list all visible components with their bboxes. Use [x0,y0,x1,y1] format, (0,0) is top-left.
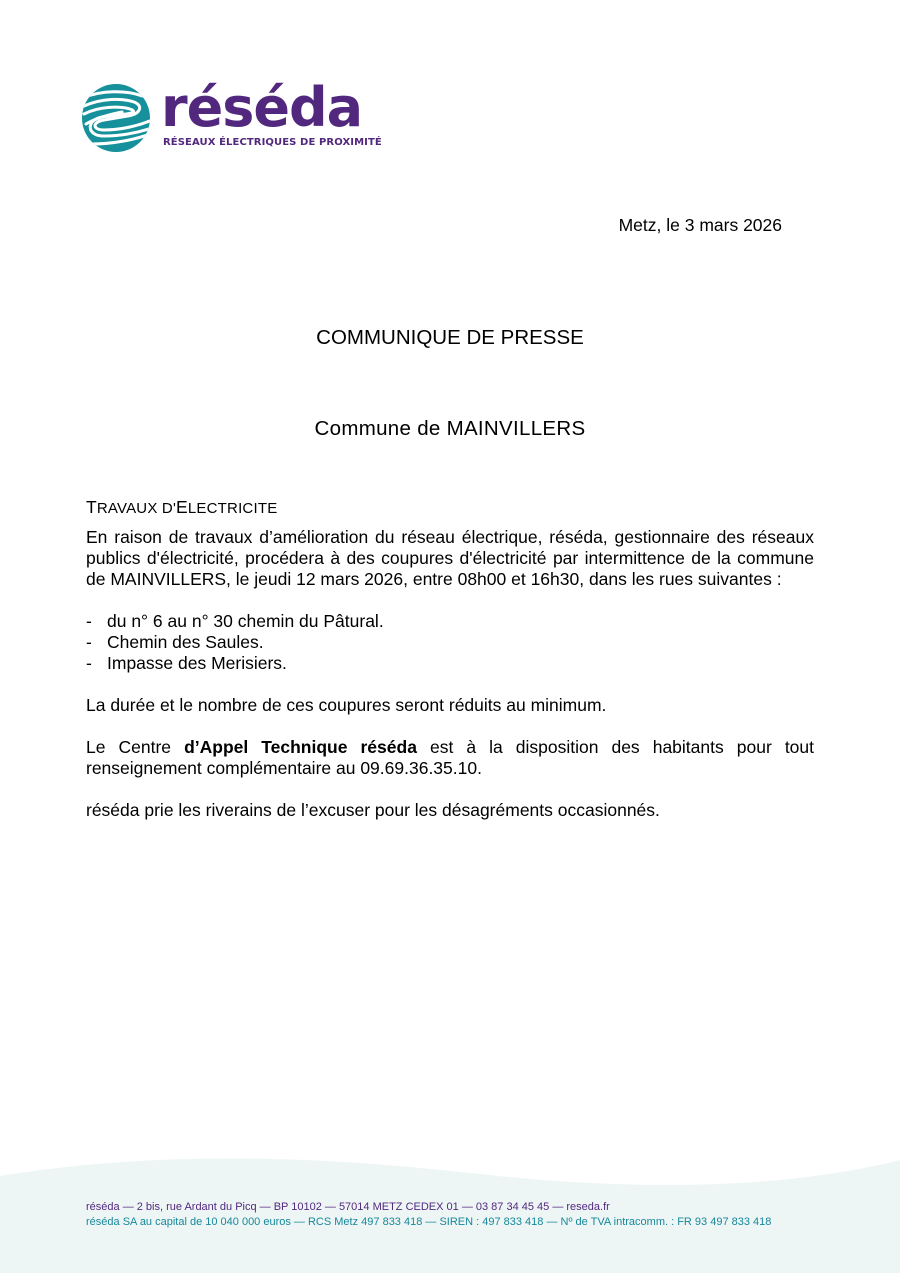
letter-date: Metz, le 3 mars 2026 [618,215,782,235]
footer [86,1200,771,1230]
duration-paragraph: La durée et le nombre de ces coupures seront réduits au minimum. [86,695,607,715]
list-item: - du n° 6 au n° 30 chemin du Pâtural. [86,611,384,631]
reseda-logo [82,76,382,154]
logo-tagline: RÉSEAUX ÉLECTRIQUES DE PROXIMITÉ [163,137,382,148]
list-item: - Chemin des Saules. [86,632,264,652]
intro-paragraph: En raison de travaux d’amélioration du réseau électrique, réséda, gestionnaire des réseaux publics d'électricité, procédera à des coupures d'électricité par intermittence de la commune de MAINVILLERS, le jeudi 12 mars 2026, entre 08h00 et 16h30, dans les rues suivantes : [86,527,814,589]
footer-legal: réséda SA au capital de 10 040 000 euros — RCS Metz 497 833 418 — SIREN : 497 833 418 — Nº de TVA intracomm. : FR 93 497 833 418 [86,1216,772,1228]
logo-wordmark: réséda [161,76,363,139]
contact-paragraph: Le Centre d’Appel Technique réséda est à la disposition des habitants pour tout renseignement complémentaire au 09.69.36.35.10. [86,737,815,778]
section-heading: TRAVAUX D'ELECTRICITE [86,497,278,517]
reseda-mark-icon [82,84,150,152]
page-title: COMMUNIQUE DE PRESSE [316,326,584,349]
apology-paragraph: réséda prie les riverains de l’excuser pour les désagréments occasionnés. [86,800,660,820]
list-item: - Impasse des Merisiers. [86,653,287,673]
commune-subtitle: Commune de MAINVILLERS [314,417,586,440]
footer-address: réséda — 2 bis, rue Ardant du Picq — BP 10102 — 57014 METZ CEDEX 01 — 03 87 34 45 45 — reseda.fr [86,1201,610,1213]
press-release-body [86,497,814,821]
street-list [86,611,814,674]
